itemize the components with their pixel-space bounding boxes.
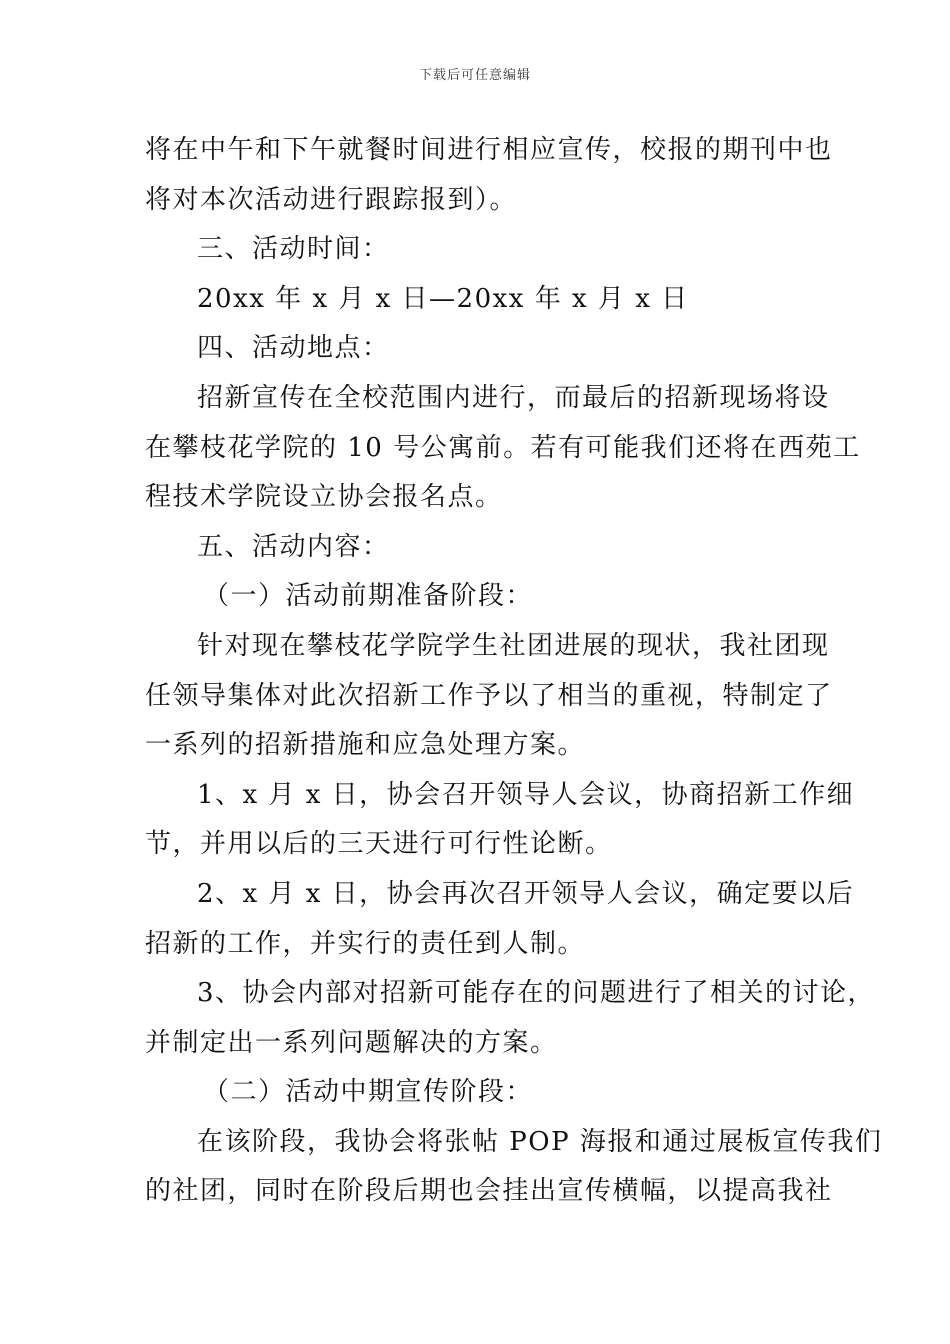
section-heading-location: 四、活动地点： <box>197 333 390 364</box>
page-header: 下载后可任意编辑 <box>418 68 531 83</box>
document-body <box>145 126 883 1217</box>
subsection-heading-promotion: （二）活动中期宣传阶段： <box>203 1077 534 1108</box>
list-item-1: 1、x 月 x 日，协会召开领导人会议，协商招新工作细 <box>197 779 855 810</box>
text-line-1: 将在中午和下午就餐时间进行相应宣传，校报的期刊中也 <box>145 135 833 165</box>
text-line-22: 的社团，同时在阶段后期也会挂出宣传横幅，以提高我社 <box>145 1176 833 1207</box>
text-line-12: 任领导集体对此次招新工作予以了相当的重视，特制定了 <box>145 680 833 711</box>
subsection-heading-preparation: （一）活动前期准备阶段： <box>203 581 534 612</box>
text-line-6: 招新宣传在全校范围内进行，而最后的招新现场将设 <box>197 382 830 413</box>
section-heading-content: 五、活动内容： <box>197 531 390 562</box>
section-heading-time: 三、活动时间： <box>197 234 390 265</box>
text-line-7: 在攀枝花学院的 10 号公寓前。若有可能我们还将在西苑工 <box>145 432 861 463</box>
text-line-21: 在该阶段，我协会将张帖 POP 海报和通过展板宣传我们 <box>197 1126 883 1157</box>
list-item-3: 3、协会内部对招新可能存在的问题进行了相关的讨论， <box>197 978 876 1009</box>
text-line-13: 一系列的招新措施和应急处理方案。 <box>145 730 586 761</box>
text-line-2: 将对本次活动进行跟踪报到）。 <box>145 184 518 215</box>
text-line-17: 招新的工作，并实行的责任到人制。 <box>145 928 586 959</box>
text-line-11: 针对现在攀枝花学院学生社团进展的现状，我社团现 <box>197 630 830 661</box>
activity-date-range: 20xx 年 x 月 x 日—20xx 年 x 月 x 日 <box>197 283 689 314</box>
text-line-15: 节，并用以后的三天进行可行性论断。 <box>145 829 613 860</box>
text-line-19: 并制定出一系列问题解决的方案。 <box>145 1027 558 1058</box>
text-line-8: 程技术学院设立协会报名点。 <box>145 482 503 513</box>
list-item-2: 2、x 月 x 日，协会再次召开领导人会议，确定要以后 <box>197 878 855 909</box>
